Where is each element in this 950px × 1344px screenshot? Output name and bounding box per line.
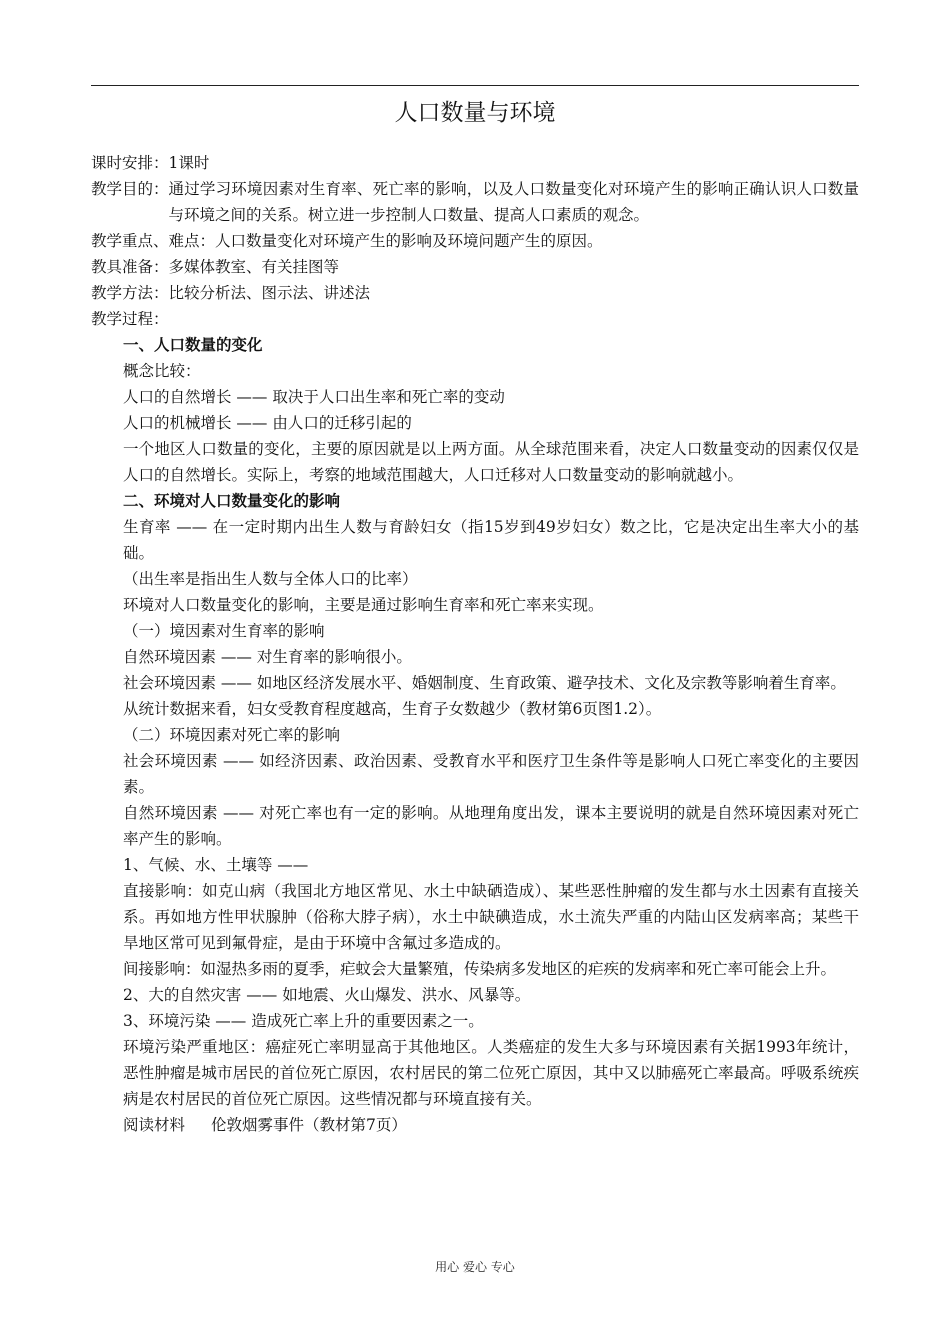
social-env-fertility-paragraph: 社会环境因素 —— 如地区经济发展水平、婚姻制度、生育政策、避孕技术、文化及宗教等影响着生育率。: [123, 674, 846, 692]
page-footer: 用心 爱心 专心: [435, 1260, 515, 1274]
key-points-line: 教学重点、难点：人口数量变化对环境产生的影响及环境问题产生的原因。: [91, 232, 603, 250]
page-title: 人口数量与环境: [394, 100, 556, 126]
item-1-line: 1、气候、水、土壤等 ——: [123, 856, 309, 874]
direct-impact-paragraph: 直接影响：如克山病（我国北方地区常见、水土中缺硒造成）、某些恶性肿瘤的发生都与水土因素有直接关系。再如地方性甲状腺肿（俗称大脖子病），水土中缺碘造成，水土流失严重的内陆山区发病率高；某些干旱地区常可见到氟骨症，是由于环境中含氟过多造成的。: [123, 882, 859, 952]
natural-growth-line: 人口的自然增长 —— 取决于人口出生率和死亡率的变动: [123, 388, 505, 406]
aim-text: 通过学习环境因素对生育率、死亡率的影响，以及人口数量变化对环境产生的影响正确认识人口数量与环境之间的关系。树立进一步控制人口数量、提高人口素质的观念。: [168, 180, 859, 224]
section-1-heading: 一、人口数量的变化: [123, 335, 263, 354]
environment-line: 环境对人口数量变化的影响，主要是通过影响生育率和死亡率来实现。: [123, 596, 604, 614]
item-3-line: 3、环境污染 —— 造成死亡率上升的重要因素之一。: [123, 1012, 484, 1030]
header-rule: [91, 85, 859, 86]
birthrate-note: （出生率是指出生人数与全体人口的比率）: [123, 570, 418, 588]
methods-line: 教学方法：比较分析法、图示法、讲述法: [91, 284, 371, 302]
subsection-2-heading: （二）环境因素对死亡率的影响: [123, 726, 341, 744]
fertility-paragraph: 生育率 —— 在一定时期内出生人数与育龄妇女（指15岁到49岁妇女）数之比，它是决定出生率大小的基础。: [123, 518, 859, 562]
indirect-impact-paragraph: 间接影响：如湿热多雨的夏季，疟蚊会大量繁殖，传染病多发地区的疟疾的发病率和死亡率可能会上升。: [123, 960, 837, 978]
section-2-heading: 二、环境对人口数量变化的影响: [123, 491, 341, 510]
concept-line: 概念比较：: [123, 362, 201, 380]
aim-label: 教学目的：: [91, 180, 169, 198]
natural-env-fertility-line: 自然环境因素 —— 对生育率的影响很小。: [123, 648, 412, 666]
aim-block: [91, 176, 859, 228]
natural-env-death-paragraph: 自然环境因素 —— 对死亡率也有一定的影响。从地理角度出发，课本主要说明的就是自然环境因素对死亡率产生的影响。: [123, 804, 859, 848]
schedule-line: 课时安排：1课时: [91, 154, 210, 172]
reading-label: 阅读材料: [123, 1116, 186, 1134]
pollution-paragraph: 环境污染严重地区：癌症死亡率明显高于其他地区。人类癌症的发生大多与环境因素有关据1993年统计，恶性肿瘤是城市居民的首位死亡原因，农村居民的第二位死亡原因，其中又以肺癌死亡率最高。呼吸系统疾病是农村居民的首位死亡原因。这些情况都与环境直接有关。: [123, 1038, 859, 1108]
section-1-paragraph: 一个地区人口数量的变化，主要的原因就是以上两方面。从全球范围来看，决定人口数量变动的因素仅仅是人口的自然增长。实际上，考察的地域范围越大，人口迁移对人口数量变动的影响就越小。: [123, 440, 859, 484]
social-env-death-paragraph: 社会环境因素 —— 如经济因素、政治因素、受教育水平和医疗卫生条件等是影响人口死亡率变化的主要因素。: [123, 752, 859, 796]
subsection-1-heading: （一）境因素对生育率的影响: [123, 622, 325, 640]
statistics-line: 从统计数据来看，妇女受教育程度越高，生育子女数越少（教材第6页图1.2）。: [123, 700, 662, 718]
reading-text: 伦敦烟雾事件（教材第7页）: [211, 1116, 407, 1134]
reading-material-line: [91, 1112, 859, 1138]
mechanical-growth-line: 人口的机械增长 —— 由人口的迁移引起的: [123, 414, 412, 432]
tools-line: 教具准备：多媒体教室、有关挂图等: [91, 258, 340, 276]
process-line: 教学过程：: [91, 310, 169, 328]
document-body: [91, 150, 859, 1138]
item-2-line: 2、大的自然灾害 —— 如地震、火山爆发、洪水、风暴等。: [123, 986, 531, 1004]
